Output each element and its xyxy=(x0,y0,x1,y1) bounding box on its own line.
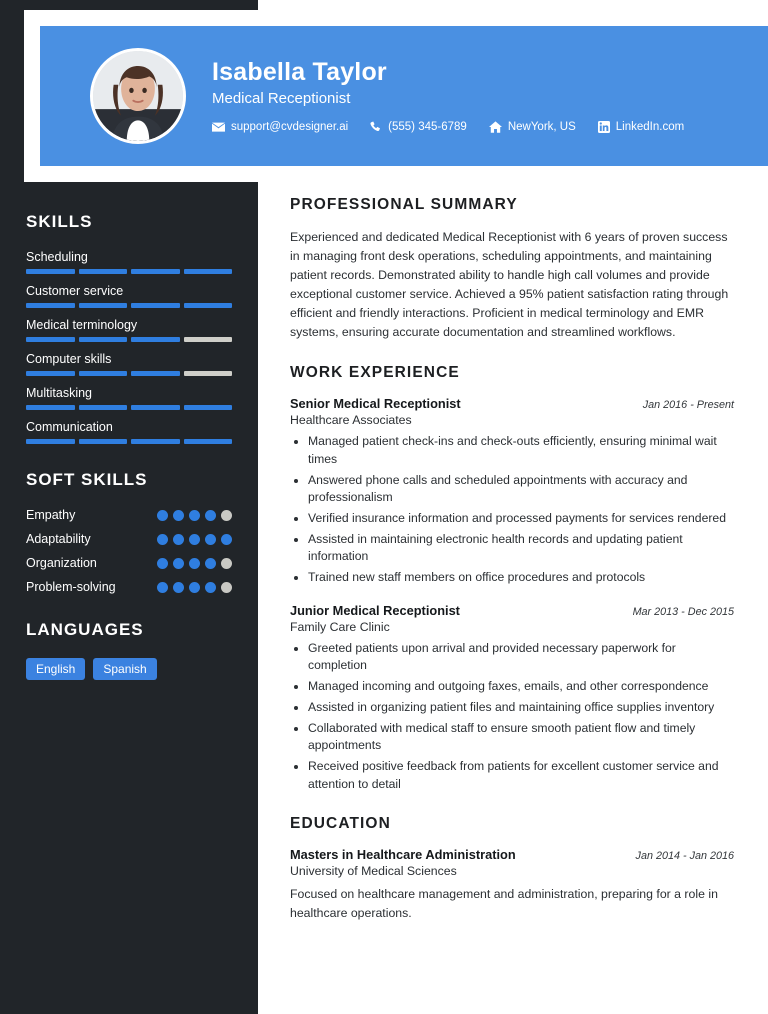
skill-bar-segment xyxy=(131,371,180,376)
education-degree: Masters in Healthcare Administration xyxy=(290,847,516,863)
header-banner xyxy=(40,26,768,166)
skill-bar-segment xyxy=(131,269,180,274)
rating-dot xyxy=(205,510,216,521)
rating-dot xyxy=(189,558,200,569)
skill-bar-segment xyxy=(26,303,75,308)
experience-entry xyxy=(290,396,734,587)
experience-heading: WORK EXPERIENCE xyxy=(290,364,460,382)
experience-title: Junior Medical Receptionist xyxy=(290,602,460,618)
skill-bar-segment xyxy=(184,337,233,342)
phone-icon xyxy=(370,121,382,133)
contact-text: (555) 345-6789 xyxy=(388,121,467,134)
skill-bar-segment xyxy=(131,337,180,342)
education-entry xyxy=(290,847,734,922)
education-date: Jan 2014 - Jan 2016 xyxy=(635,850,734,863)
contact-row xyxy=(212,121,684,133)
languages-heading: LANGUAGES xyxy=(26,620,144,639)
bullet-item: • Managed incoming and outgoing faxes, emails, and other correspondence xyxy=(308,678,734,696)
language-chip: English xyxy=(26,658,85,680)
skill-item xyxy=(26,318,232,342)
rating-dot xyxy=(173,558,184,569)
soft-skill-rating xyxy=(157,510,232,521)
rating-dot xyxy=(189,534,200,545)
rating-dot xyxy=(157,510,168,521)
skill-level-bar xyxy=(26,337,232,342)
rating-dot xyxy=(189,582,200,593)
skill-bar-segment xyxy=(26,405,75,410)
education-heading: EDUCATION xyxy=(290,815,391,833)
rating-dot xyxy=(173,510,184,521)
skill-label: Computer skills xyxy=(26,352,112,366)
rating-dot xyxy=(157,558,168,569)
skill-bar-segment xyxy=(26,439,75,444)
rating-dot xyxy=(221,558,232,569)
skill-item xyxy=(26,420,232,444)
soft-skill-item xyxy=(26,532,232,546)
soft-skill-item xyxy=(26,580,232,594)
envelope-icon xyxy=(212,122,225,133)
experience-bullets xyxy=(290,640,734,794)
summary-text: Experienced and dedicated Medical Receptionist with 6 years of proven success in managing front desk operations, scheduling appointments, and maintaining patient records. Demonstrated ability to handle high call volumes and provide exceptional customer service. Achieved a 95% patient satisfaction rating through efficient and friendly interactions. Proficient in medical terminology and EMR systems, ensuring accurate documentation and streamlined workflows. xyxy=(290,230,729,340)
skill-bar-segment xyxy=(79,405,128,410)
bullet-item: • Received positive feedback from patients for excellent customer service and attention to detail xyxy=(308,758,734,793)
contact-text: NewYork, US xyxy=(507,121,576,134)
education-description: Focused on healthcare management and administration, preparing for a role in healthcare operations. xyxy=(290,887,718,920)
skill-bar-segment xyxy=(184,405,233,410)
skill-bar-segment xyxy=(184,269,233,274)
experience-organization: Healthcare Associates xyxy=(290,413,412,428)
skill-level-bar xyxy=(26,269,232,274)
language-chip: Spanish xyxy=(93,658,156,680)
skill-label: Scheduling xyxy=(26,250,88,264)
bullet-item: • Trained new staff members on office procedures and protocols xyxy=(308,569,734,587)
contact-item-phone[interactable] xyxy=(370,121,467,133)
education-header xyxy=(290,847,734,862)
bullet-item: • Assisted in maintaining electronic health records and updating patient information xyxy=(308,531,734,566)
bullet-item: • Greeted patients upon arrival and provided necessary paperwork for completion xyxy=(308,640,734,675)
skill-bar-segment xyxy=(131,303,180,308)
skill-bar-segment xyxy=(26,269,75,274)
experience-organization: Family Care Clinic xyxy=(290,619,390,634)
contact-item-linkedin[interactable] xyxy=(598,121,684,133)
experience-date: Jan 2016 - Present xyxy=(642,399,734,412)
skill-item xyxy=(26,284,232,308)
experience-list xyxy=(290,396,734,793)
experience-entry xyxy=(290,603,734,794)
soft-skills-list xyxy=(26,508,232,594)
contact-item-envelope[interactable] xyxy=(212,121,348,133)
rating-dot xyxy=(173,534,184,545)
contact-text: LinkedIn.com xyxy=(615,121,685,134)
skill-item xyxy=(26,386,232,410)
skill-label: Medical terminology xyxy=(26,318,138,332)
skill-bar-segment xyxy=(79,371,128,376)
bullet-item: • Assisted in organizing patient files and maintaining office supplies inventory xyxy=(308,699,734,717)
rating-dot xyxy=(189,510,200,521)
skill-label: Customer service xyxy=(26,284,124,298)
contact-item-home[interactable] xyxy=(489,121,576,133)
skill-bar-segment xyxy=(79,303,128,308)
languages-list xyxy=(26,658,232,680)
summary-heading: PROFESSIONAL SUMMARY xyxy=(290,196,518,213)
soft-skill-rating xyxy=(157,534,232,545)
skill-bar-segment xyxy=(26,337,75,342)
soft-skills-heading: SOFT SKILLS xyxy=(26,470,148,489)
soft-skill-label: Organization xyxy=(26,556,97,570)
bullet-item: • Collaborated with medical staff to ensure smooth patient flow and timely appointments xyxy=(308,720,734,755)
job-role: Medical Receptionist xyxy=(212,90,351,108)
full-name: Isabella Taylor xyxy=(212,57,387,86)
soft-skill-rating xyxy=(157,582,232,593)
experience-header xyxy=(290,603,734,618)
rating-dot xyxy=(221,534,232,545)
soft-skill-label: Adaptability xyxy=(26,532,91,546)
experience-header xyxy=(290,396,734,411)
skill-bar-segment xyxy=(79,337,128,342)
skill-level-bar xyxy=(26,371,232,376)
skill-level-bar xyxy=(26,405,232,410)
rating-dot xyxy=(157,534,168,545)
skill-level-bar xyxy=(26,303,232,308)
skill-bar-segment xyxy=(131,439,180,444)
experience-title: Senior Medical Receptionist xyxy=(290,396,461,412)
rating-dot xyxy=(173,582,184,593)
header-text xyxy=(212,59,684,134)
skill-item xyxy=(26,352,232,376)
soft-skill-rating xyxy=(157,558,232,569)
skill-bar-segment xyxy=(26,371,75,376)
contact-text: support@cvdesigner.ai xyxy=(231,121,349,134)
skills-heading: SKILLS xyxy=(26,212,93,231)
bullet-item: • Verified insurance information and processed payments for services rendered xyxy=(308,510,734,528)
skill-level-bar xyxy=(26,439,232,444)
experience-bullets xyxy=(290,433,734,587)
soft-skill-label: Empathy xyxy=(26,508,76,522)
rating-dot xyxy=(205,534,216,545)
bullet-item: • Managed patient check-ins and check-outs efficiently, ensuring minimal wait times xyxy=(308,433,734,468)
rating-dot xyxy=(221,582,232,593)
rating-dot xyxy=(221,510,232,521)
linkedin-icon xyxy=(598,121,610,133)
skill-item xyxy=(26,250,232,274)
avatar xyxy=(90,48,186,144)
skill-bar-segment xyxy=(184,303,233,308)
soft-skill-item xyxy=(26,556,232,570)
skill-label: Multitasking xyxy=(26,386,92,400)
skill-label: Communication xyxy=(26,420,113,434)
education-list xyxy=(290,847,734,922)
rating-dot xyxy=(205,558,216,569)
soft-skill-label: Problem-solving xyxy=(26,580,116,594)
home-icon xyxy=(489,121,502,133)
rating-dot xyxy=(157,582,168,593)
skill-bar-segment xyxy=(184,439,233,444)
experience-date: Mar 2013 - Dec 2015 xyxy=(632,605,734,618)
bullet-item: • Answered phone calls and scheduled appointments with accuracy and professionalism xyxy=(308,472,734,507)
education-school: University of Medical Sciences xyxy=(290,864,457,879)
skill-bar-segment xyxy=(184,371,233,376)
skill-bar-segment xyxy=(79,439,128,444)
skill-bar-segment xyxy=(79,269,128,274)
soft-skill-item xyxy=(26,508,232,522)
skill-bar-segment xyxy=(131,405,180,410)
rating-dot xyxy=(205,582,216,593)
skills-list xyxy=(26,250,232,444)
